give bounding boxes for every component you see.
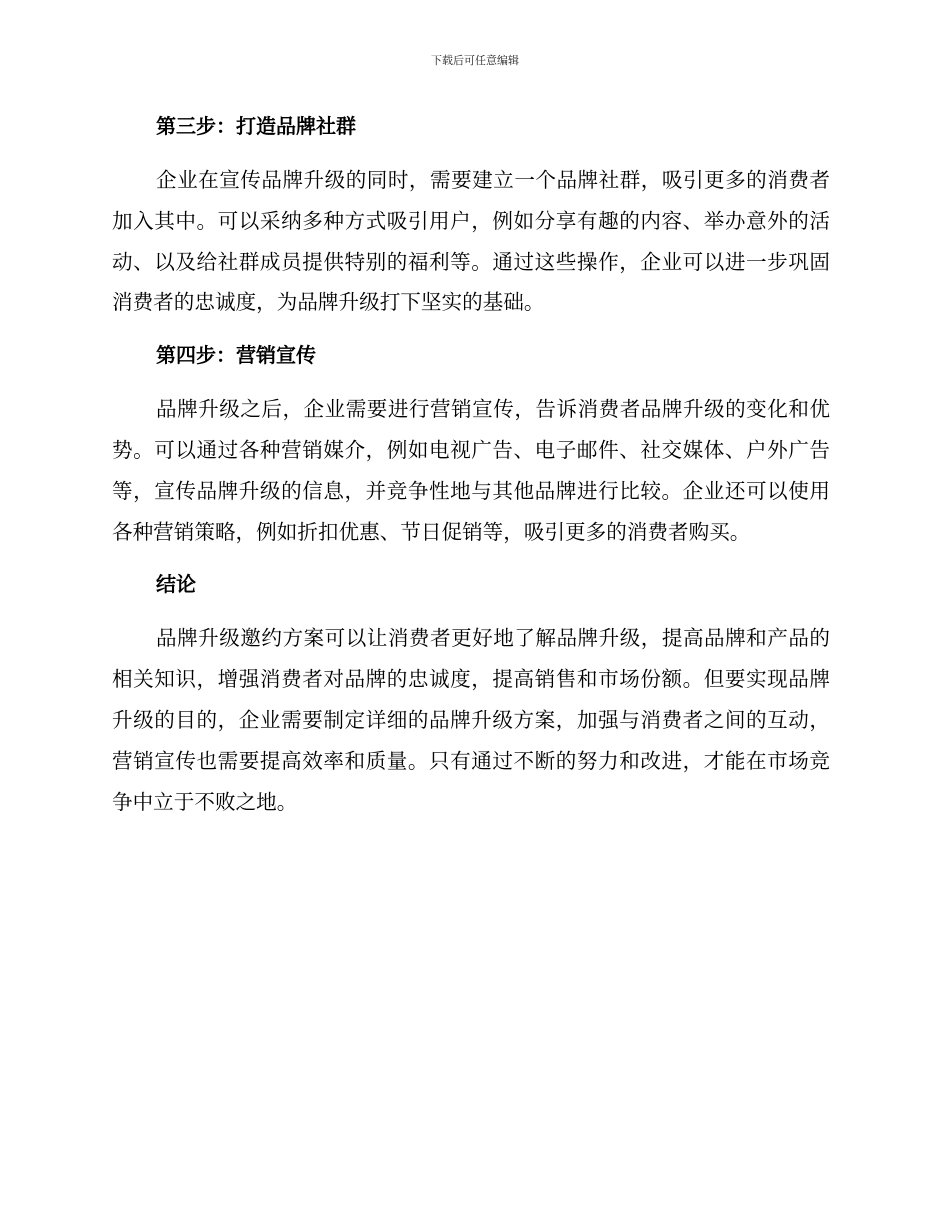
section-heading: 第三步：打造品牌社群 [156, 114, 356, 138]
section-paragraph: 企业在宣传品牌升级的同时，需要建立一个品牌社群，吸引更多的消费者加入其中。可以采纳多种方式吸引用户，例如分享有趣的内容、举办意外的活动、以及给社群成员提供特别的福利等。通过这些操作，企业可以进一步巩固消费者的忠诚度，为品牌升级打下坚实的基础。 [112, 168, 830, 315]
section-paragraph: 品牌升级邀约方案可以让消费者更好地了解品牌升级，提高品牌和产品的相关知识，增强消费者对品牌的忠诚度，提高销售和市场份额。但要实现品牌升级的目的，企业需要制定详细的品牌升级方案，加强与消费者之间的互动，营销宣传也需要提高效率和质量。只有通过不断的努力和改进，才能在市场竞争中立于不败之地。 [112, 626, 830, 814]
page-header: 下载后可任意编辑 [431, 54, 519, 67]
section-conclusion [112, 569, 830, 822]
section-heading: 结论 [156, 572, 196, 597]
document-body [112, 111, 830, 839]
section-heading: 第四步：营销宣传 [156, 343, 316, 368]
section-step-three [112, 111, 830, 323]
section-step-four [112, 340, 830, 552]
section-paragraph: 品牌升级之后，企业需要进行营销宣传，告诉消费者品牌升级的变化和优势。可以通过各种营销媒介，例如电视广告、电子邮件、社交媒体、户外广告等，宣传品牌升级的信息，并竞争性地与其他品牌进行比较。企业还可以使用各种营销策略，例如折扣优惠、节日促销等，吸引更多的消费者购买。 [112, 397, 830, 544]
